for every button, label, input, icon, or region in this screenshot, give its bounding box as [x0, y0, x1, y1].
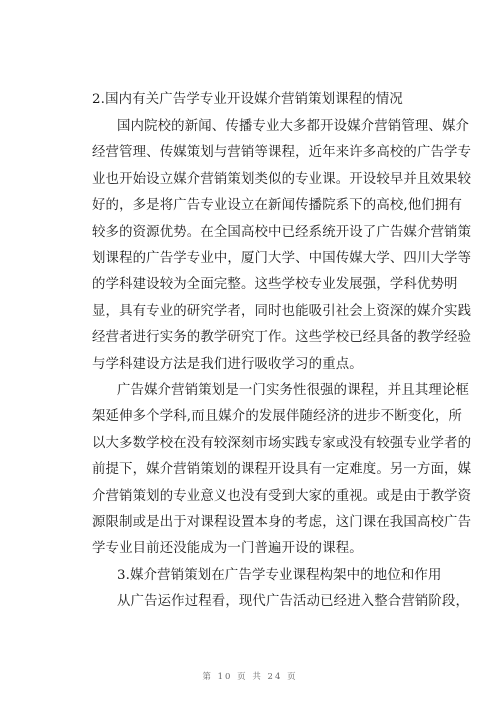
paragraph-line: 以大多数学校在没有较深刻市场实践专家或没有较强专业学者的: [92, 436, 472, 451]
page-number-footer: 第 10 页 共 24 页: [202, 672, 298, 682]
paragraph-line: 划课程的广告学专业中，厦门大学、中国传媒大学、四川大学等: [92, 251, 472, 266]
paragraph-line: 架延伸多个学科,而且媒介的发展伴随经济的进步不断变化，所: [92, 409, 463, 424]
section-3-heading: 3.媒介营销策划在广告学专业课程构架中的地位和作用: [117, 568, 442, 583]
paragraph-line: 较多的资源优势。在全国高校中已经系统开设了广告媒介营销策: [92, 225, 472, 240]
paragraph-line: 学专业目前还没能成为一门普遍开设的课程。: [92, 541, 363, 556]
paragraph-line: 与学科建设方法是我们进行吸收学习的重点。: [92, 357, 363, 372]
paragraph-line: 广告媒介营销策划是一门实务性很强的课程，并且其理论框: [117, 383, 470, 398]
paragraph-line: 业也开始设立媒介营销策划类似的专业课。开设较早并且效果较: [92, 172, 472, 187]
paragraph-line: 经营者进行实务的教学研究丁作。这些学校已经具备的教学经验: [92, 330, 472, 345]
paragraph-line: 前提下，媒介营销策划的课程开设具有一定难度。另一方面，媒: [92, 462, 472, 477]
paragraph-line: 介营销策划的专业意义也没有受到大家的重视。或是由于教学资: [92, 489, 472, 504]
paragraph-line: 显，具有专业的研究学者，同时也能吸引社会上资深的媒介实践: [92, 304, 472, 319]
paragraph-line: 经营管理、传媒策划与营销等课程，近年来许多高校的广告学专: [92, 145, 472, 160]
paragraph-line: 源限制或是出于对课程设置本身的考虑，这门课在我国高校广告: [92, 515, 472, 530]
section-2-heading: 2.国内有关广告学专业开设媒介营销策划课程的情况: [92, 92, 403, 107]
paragraph-line: 从广告运作过程看，现代广告活动已经进入整合营销阶段，: [117, 594, 470, 609]
paragraph-line: 国内院校的新闻、传播专业大多都开设媒介营销管理、媒介: [117, 119, 470, 134]
paragraph-line: 好的，多是将广告专业设立在新闻传播院系下的高校,他们拥有: [92, 198, 463, 213]
paragraph-line: 的学科建设较为全面完整。这些学校专业发展强，学科优势明: [92, 277, 458, 292]
